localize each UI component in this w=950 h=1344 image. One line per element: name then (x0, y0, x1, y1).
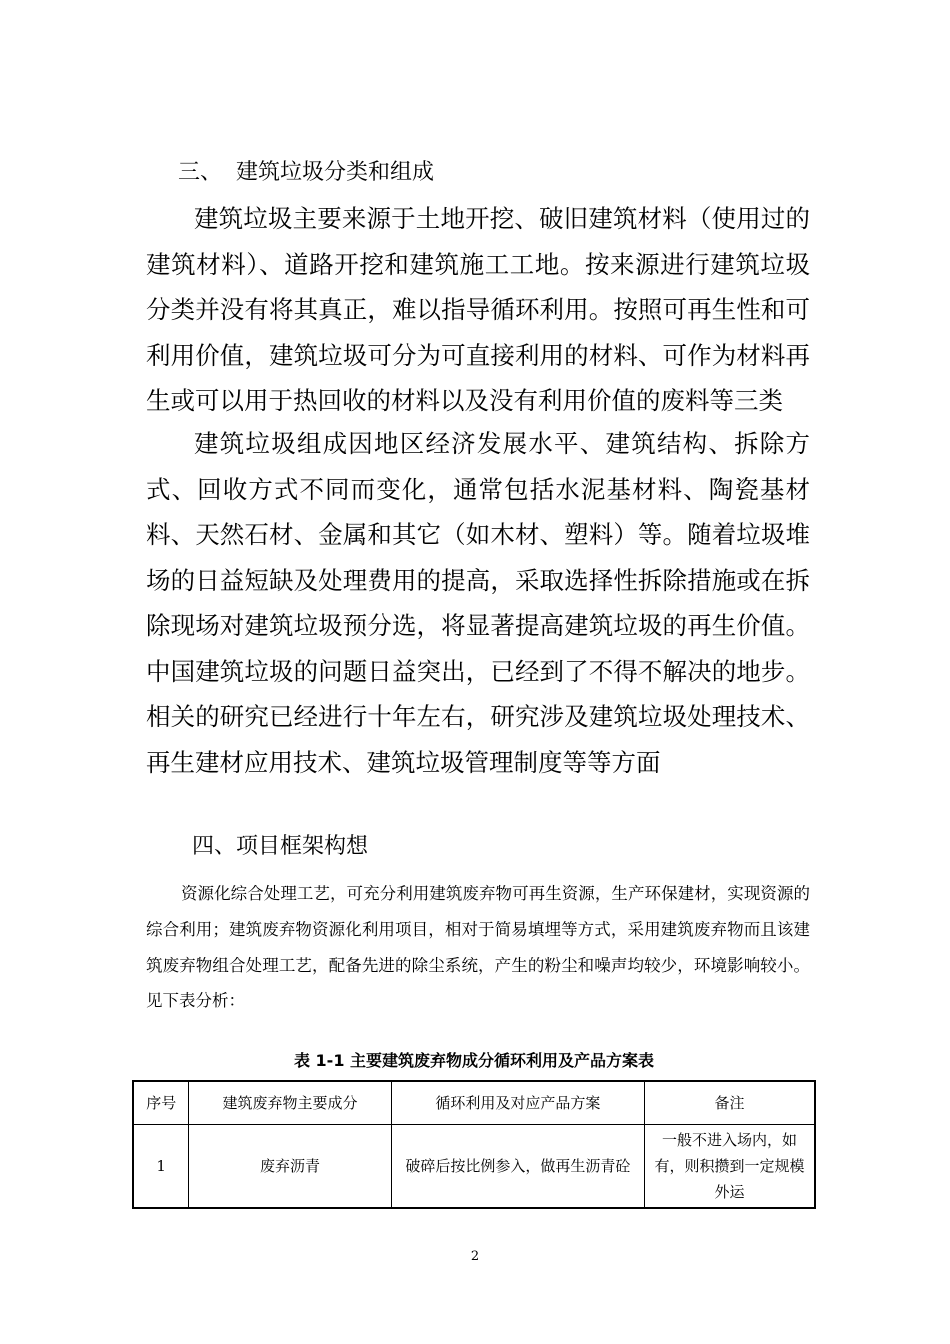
table-cell-component: 废弃沥青 (189, 1125, 391, 1209)
table-cell-no: 1 (133, 1125, 189, 1209)
table-cell-note: 一般不进入场内，如有，则积攒到一定规模外运 (644, 1125, 815, 1209)
table-header-cell: 备注 (644, 1081, 815, 1125)
table-header-row (133, 1081, 815, 1125)
section3-heading (178, 156, 434, 190)
table-caption: 表 1-1 主要建筑废弃物成分循环利用及产品方案表 (293, 1051, 655, 1070)
page-number: 2 (470, 1249, 480, 1264)
product-scheme-table (132, 1080, 816, 1209)
table-cell-plan: 破碎后按比例参入，做再生沥青砼 (391, 1125, 644, 1209)
section3-number: 三、 (178, 160, 223, 185)
table-header-cell: 建筑废弃物主要成分 (189, 1081, 391, 1125)
section3-title: 建筑垃圾分类和组成 (236, 160, 435, 185)
table-header-cell: 循环利用及对应产品方案 (391, 1081, 644, 1125)
section3-paragraph-1: 建筑垃圾主要来源于土地开挖、破旧建筑材料（使用过的建筑材料）、道路开挖和建筑施工工地。按来源进行建筑垃圾分类并没有将其真正，难以指导循环利用。按照可再生性和可利用价值，建筑垃圾可分为可直接利用的材料、可作为材料再生或可以用于热回收的材料以及没有利用价值的废料等三类 (146, 204, 810, 415)
section3-paragraph-2: 建筑垃圾组成因地区经济发展水平、建筑结构、拆除方式、回收方式不同而变化，通常包括水泥基材料、陶瓷基材料、天然石材、金属和其它（如木材、塑料）等。随着垃圾堆场的日益短缺及处理费用的提高，采取选择性拆除措施或在拆除现场对建筑垃圾预分选，将显著提高建筑垃圾的再生价值。中国建筑垃圾的问题日益突出，已经到了不得不解决的地步。相关的研究已经进行十年左右，研究涉及建筑垃圾处理技术、再生建材应用技术、建筑垃圾管理制度等等方面 (146, 429, 810, 777)
section4-paragraph: 资源化综合处理工艺，可充分利用建筑废弃物可再生资源，生产环保建材，实现资源的综合利用；建筑废弃物资源化利用项目，相对于简易填埋等方式，采用建筑废弃物而且该建筑废弃物组合处理工艺，配备先进的除尘系统，产生的粉尘和噪声均较少，环境影响较小。见下表分析： (146, 884, 810, 1011)
table-header-cell: 序号 (133, 1081, 189, 1125)
section4-heading: 四、项目框架构想 (192, 834, 369, 859)
table-row (133, 1125, 815, 1209)
